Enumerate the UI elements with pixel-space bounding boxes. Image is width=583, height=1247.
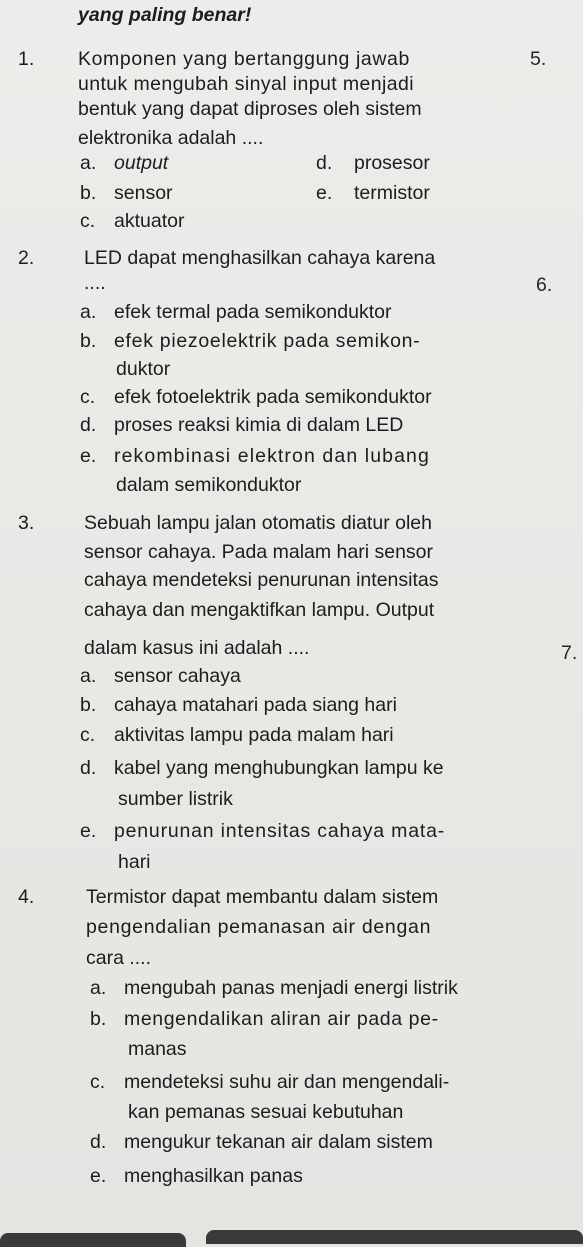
- q3-option-e-text-cont: hari: [118, 851, 151, 873]
- q2-option-e-text-cont: dalam semikonduktor: [116, 474, 302, 496]
- q2-option-c-text[interactable]: efek fotoelektrik pada semikonduktor: [114, 386, 432, 408]
- q2-option-b-text[interactable]: efek piezoelektrik pada semikon-: [114, 330, 421, 352]
- q1-option-e-text[interactable]: termistor: [354, 182, 430, 204]
- q3-option-e-letter[interactable]: e.: [80, 820, 97, 842]
- footer-bar-right: [206, 1230, 583, 1244]
- q4-line-1: Termistor dapat membantu dalam sistem: [86, 886, 439, 908]
- q3-option-e-text[interactable]: penurunan intensitas cahaya mata-: [114, 820, 446, 842]
- q2-option-e-text[interactable]: rekombinasi elektron dan lubang: [114, 445, 430, 467]
- q4-option-c-text[interactable]: mendeteksi suhu air dan mengendali-: [124, 1071, 450, 1093]
- q3-option-c-text[interactable]: aktivitas lampu pada malam hari: [114, 724, 394, 746]
- q3-line-2: sensor cahaya. Pada malam hari sensor: [84, 541, 434, 563]
- q2-option-b-text-cont: duktor: [116, 358, 171, 380]
- q4-option-e-text[interactable]: menghasilkan panas: [124, 1165, 303, 1187]
- q2-line-1: LED dapat menghasilkan cahaya karena: [84, 247, 436, 269]
- q1-option-e-letter[interactable]: e.: [316, 182, 333, 204]
- q3-line-1: Sebuah lampu jalan otomatis diatur oleh: [84, 512, 432, 534]
- side-question-number-7: 7.: [561, 642, 578, 664]
- q1-option-c-letter[interactable]: c.: [80, 210, 96, 232]
- q3-option-a-letter[interactable]: a.: [80, 665, 97, 687]
- q2-option-d-text[interactable]: proses reaksi kimia di dalam LED: [114, 414, 404, 436]
- q3-option-b-text[interactable]: cahaya matahari pada siang hari: [114, 694, 397, 716]
- question-number-2: 2.: [18, 247, 35, 269]
- q4-option-e-letter[interactable]: e.: [90, 1165, 107, 1187]
- q4-option-c-text-cont: kan pemanas sesuai kebutuhan: [128, 1101, 404, 1123]
- q2-option-a-letter[interactable]: a.: [80, 301, 97, 323]
- q3-option-b-letter[interactable]: b.: [80, 694, 97, 716]
- q4-option-d-letter[interactable]: d.: [90, 1131, 107, 1153]
- q1-line-2: untuk mengubah sinyal input menjadi: [78, 73, 414, 95]
- q1-option-c-text[interactable]: aktuator: [114, 210, 185, 232]
- footer-bar-left: [0, 1233, 186, 1247]
- side-question-number-5: 5.: [530, 48, 547, 70]
- q4-option-a-text[interactable]: mengubah panas menjadi energi listrik: [124, 977, 458, 999]
- q3-option-a-text[interactable]: sensor cahaya: [114, 665, 241, 687]
- q3-line-5: dalam kasus ini adalah ....: [84, 637, 310, 659]
- question-number-1: 1.: [18, 48, 35, 70]
- q4-option-c-letter[interactable]: c.: [90, 1071, 106, 1093]
- q2-option-b-letter[interactable]: b.: [80, 330, 97, 352]
- q4-option-d-text[interactable]: mengukur tekanan air dalam sistem: [124, 1131, 433, 1153]
- q1-line-1: Komponen yang bertanggung jawab: [78, 48, 410, 70]
- q4-option-b-text-cont: manas: [128, 1038, 187, 1060]
- q3-line-4: cahaya dan mengaktifkan lampu. Output: [84, 599, 435, 621]
- q1-option-b-text[interactable]: sensor: [114, 182, 173, 204]
- q4-option-b-text[interactable]: mengendalikan aliran air pada pe-: [124, 1008, 439, 1030]
- q4-option-a-letter[interactable]: a.: [90, 977, 107, 999]
- q1-line-3: bentuk yang dapat diproses oleh sistem: [78, 98, 422, 120]
- question-number-4: 4.: [18, 886, 35, 908]
- q1-option-b-letter[interactable]: b.: [80, 182, 97, 204]
- q1-line-4: elektronika adalah ....: [78, 127, 264, 149]
- q1-option-d-text[interactable]: prosesor: [354, 152, 430, 174]
- q3-option-d-text[interactable]: kabel yang menghubungkan lampu ke: [114, 757, 444, 779]
- question-number-3: 3.: [18, 512, 35, 534]
- q1-option-a-text[interactable]: output: [114, 152, 169, 174]
- q3-option-d-text-cont: sumber listrik: [118, 788, 233, 810]
- instruction-heading: yang paling benar!: [78, 4, 252, 26]
- q4-option-b-letter[interactable]: b.: [90, 1008, 107, 1030]
- q4-line-2: pengendalian pemanasan air dengan: [86, 916, 432, 938]
- q1-option-d-letter[interactable]: d.: [316, 152, 333, 174]
- q3-option-d-letter[interactable]: d.: [80, 757, 97, 779]
- q1-option-a-letter[interactable]: a.: [80, 152, 97, 174]
- q2-option-a-text[interactable]: efek termal pada semikonduktor: [114, 301, 392, 323]
- q2-line-2: ....: [84, 272, 106, 294]
- q2-option-c-letter[interactable]: c.: [80, 386, 96, 408]
- q4-line-3: cara ....: [86, 947, 152, 969]
- q2-option-e-letter[interactable]: e.: [80, 445, 97, 467]
- q3-option-c-letter[interactable]: c.: [80, 724, 96, 746]
- side-question-number-6: 6.: [536, 274, 553, 296]
- q2-option-d-letter[interactable]: d.: [80, 414, 97, 436]
- q3-line-3: cahaya mendeteksi penurunan intensitas: [84, 569, 439, 591]
